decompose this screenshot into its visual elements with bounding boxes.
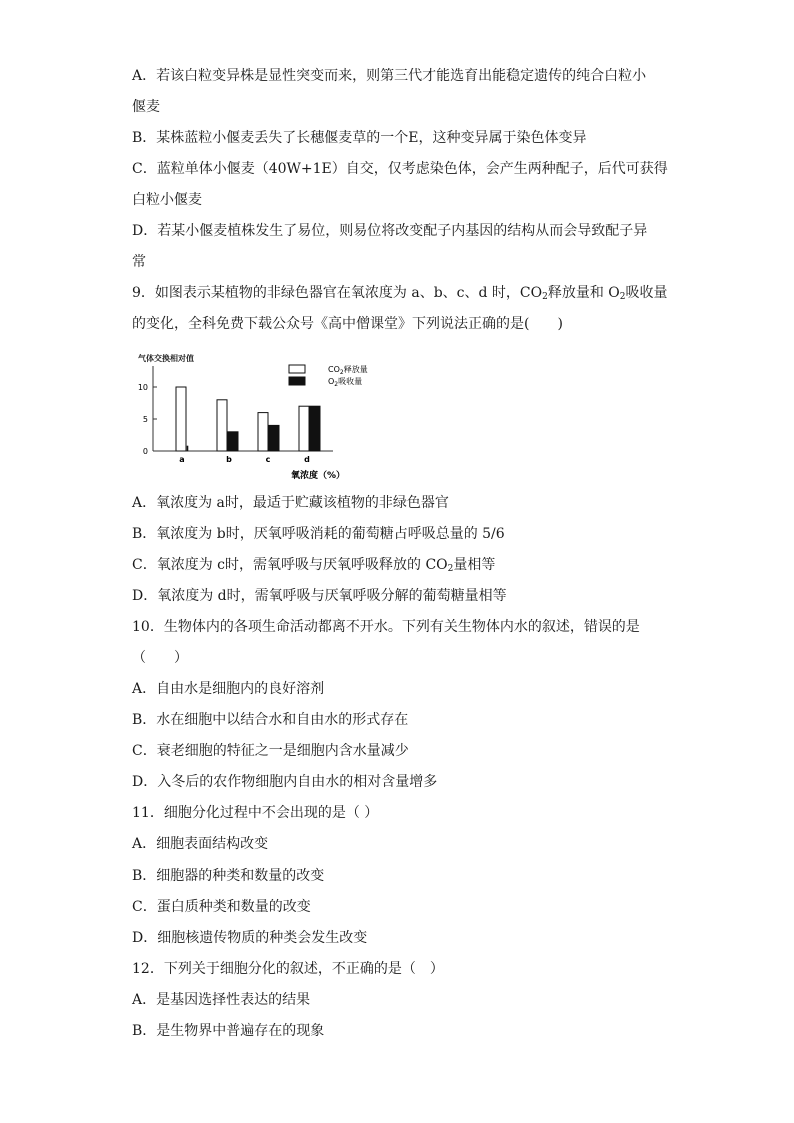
q8-option-a-line2: 偃麦: [132, 99, 160, 115]
chart-legend: [289, 364, 368, 388]
q8-option-a-line1: A．若该白粒变异株是显性突变而来，则第三代才能选育出能稳定遗传的纯合白粒小: [132, 68, 647, 84]
co2-release-bar-c: [258, 413, 268, 451]
q9-stem-text-1: 9．如图表示某植物的非绿色器官在氧浓度为 a、b、c、d 时，CO: [132, 285, 543, 301]
bar-group: [176, 387, 320, 451]
x-axis-ticks: [179, 455, 310, 464]
q9-option-a: A．氧浓度为 a时，最适于贮藏该植物的非绿色器官: [132, 495, 449, 511]
q9-option-c: [132, 555, 672, 575]
q10-option-c: C．衰老细胞的特征之一是细胞内含水量减少: [132, 743, 409, 759]
y-tick-label-10: 10: [138, 383, 148, 392]
q8-option-c-line1: C．蓝粒单体小偃麦（40W+1E）自交，仅考虑染色体，会产生两种配子，后代可获得: [132, 161, 668, 177]
q9-option-b: B．氧浓度为 b时，厌氧呼吸消耗的葡萄糖占呼吸总量的 5/6: [132, 526, 505, 542]
legend-co2-text-b: 释放量: [343, 365, 368, 374]
q9-stem-sub-2: 2: [619, 292, 626, 302]
q8-option-d-line1: D．若某小偃麦植株发生了易位，则易位将改变配子内基因的结构从而会导致配子异: [132, 223, 648, 239]
q9-stem-line2: 的变化，全科免费下载公众号《高中僧课堂》下列说法正确的是( ): [132, 316, 563, 332]
y-tick-label-5: 5: [142, 415, 148, 424]
q11-option-b: B．细胞器的种类和数量的改变: [132, 868, 325, 884]
o2-uptake-bar-c: [269, 425, 279, 451]
q11-option-c: C．蛋白质种类和数量的改变: [132, 899, 311, 915]
q9-option-c-text-2: 量相等: [453, 557, 496, 573]
x-tick-label-d: d: [304, 455, 310, 464]
co2-release-bar-b: [217, 400, 227, 451]
q9-stem-text-3: 吸收量: [625, 285, 668, 301]
legend-co2-text-a: CO: [328, 365, 340, 374]
q9-option-d: D．氧浓度为 d时，需氧呼吸与厌氧呼吸分解的葡萄糖量相等: [132, 588, 507, 604]
legend-swatch-co2: [289, 365, 305, 373]
chart-ylabel: 气体交换相对值: [138, 354, 194, 363]
legend-swatch-o2: [289, 377, 305, 385]
q11-option-a: A．细胞表面结构改变: [132, 836, 269, 852]
o2-uptake-bar-d: [310, 406, 320, 451]
q10-stem-line2: （ ）: [132, 650, 188, 666]
legend-label-co2: [328, 364, 368, 376]
y-axis-ticks: [138, 383, 157, 456]
q9-option-c-sub: 2: [447, 564, 454, 574]
q10-option-d: D．入冬后的农作物细胞内自由水的相对含量增多: [132, 774, 438, 790]
legend-o2-text-a: O: [328, 377, 335, 386]
q8-option-d-line2: 常: [132, 254, 146, 270]
chart-xlabel: 氧浓度（%）: [291, 471, 346, 481]
legend-o2-sub: 2: [334, 381, 339, 388]
q9-stem-sub-1: 2: [542, 292, 548, 302]
o2-uptake-bar-b: [228, 432, 238, 451]
x-tick-label-a: a: [179, 455, 185, 464]
q12-option-b: B．是生物界中普遍存在的现象: [132, 1023, 325, 1039]
q10-option-a: A．自由水是细胞内的良好溶剂: [132, 681, 325, 697]
q8-option-b: B．某株蓝粒小偃麦丢失了长穗偃麦草的一个E，这种变异属于染色体变异: [132, 130, 587, 146]
q8-option-c-line2: 白粒小偃麦: [132, 192, 202, 208]
q12-stem: 12．下列关于细胞分化的叙述，不正确的是（ ）: [132, 961, 444, 977]
co2-release-bar-d: [299, 406, 309, 451]
q11-stem: 11．细胞分化过程中不会出现的是（ ）: [132, 805, 379, 821]
co2-release-bar-a: [176, 387, 186, 451]
x-tick-label-b: b: [226, 455, 232, 464]
legend-o2-text-b: 吸收量: [338, 377, 363, 386]
q10-option-b: B．水在细胞中以结合水和自由水的形式存在: [132, 712, 409, 728]
q11-option-d: D．细胞核遗传物质的种类会发生改变: [132, 930, 368, 946]
q12-option-a: A．是基因选择性表达的结果: [132, 992, 311, 1008]
legend-label-o2: [328, 376, 362, 388]
q9-stem-text-2: 释放量和 O: [547, 285, 620, 301]
gas-exchange-chart: [138, 350, 398, 485]
q10-stem-line1: 10．生物体内的各项生命活动都离不开水。下列有关生物体内水的叙述，错误的是: [132, 619, 640, 635]
q9-stem-line1: [132, 283, 672, 303]
o2-uptake-bar-a: [187, 446, 188, 451]
y-tick-label-0: 0: [142, 447, 148, 456]
legend-co2-sub: 2: [339, 369, 344, 376]
x-tick-label-c: c: [265, 455, 271, 464]
q9-option-c-text-1: C．氧浓度为 c时，需氧呼吸与厌氧呼吸释放的 CO: [132, 557, 448, 573]
